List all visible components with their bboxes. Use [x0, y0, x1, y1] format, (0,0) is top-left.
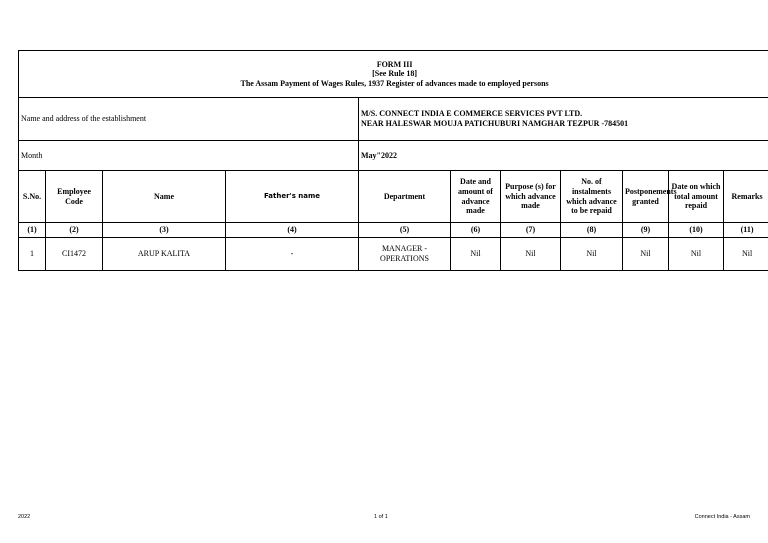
cell-purpose: Nil [501, 238, 561, 271]
form-number: FORM III [376, 59, 413, 69]
col-number: (8) [561, 223, 623, 238]
cell-date-repaid: Nil [669, 238, 724, 271]
cell-date-amount: Nil [451, 238, 501, 271]
col-header-purpose: Purpose (s) for which advance made [501, 171, 561, 223]
table-row [19, 238, 768, 271]
col-header-name: Name [103, 171, 226, 223]
col-number: (7) [501, 223, 561, 238]
form-subtitle: The Assam Payment of Wages Rules, 1937 Register of advances made to employed persons [240, 78, 549, 88]
col-number: (5) [359, 223, 451, 238]
footer-company: Connect India - Assam [694, 514, 750, 520]
col-number: (6) [451, 223, 501, 238]
col-number: (2) [46, 223, 103, 238]
col-header-sno: S.No. [19, 171, 46, 223]
month-label: Month [19, 141, 359, 171]
establishment-name: M/S. CONNECT INDIA E COMMERCE SERVICES PVT LTD. [361, 109, 583, 119]
col-header-date-amount: Date and amount of advance made [451, 171, 501, 223]
establishment-address: NEAR HALESWAR MOUJA PATICHUBURI NAMGHAR TEZPUR -784501 [361, 119, 629, 128]
establishment-value [359, 98, 768, 141]
cell-name: ARUP KALITA [103, 238, 226, 271]
cell-fathers-name: - [226, 238, 359, 271]
footer-year: 2022 [18, 514, 31, 520]
col-number: (4) [226, 223, 359, 238]
cell-instalments: Nil [561, 238, 623, 271]
form-rule: [See Rule 18] [372, 69, 418, 79]
advances-register-table [18, 50, 768, 271]
col-header-date-repaid: Date on which total amount repaid [669, 171, 724, 223]
column-header-row [19, 171, 768, 223]
cell-sno: 1 [19, 238, 46, 271]
column-number-row [19, 223, 768, 238]
cell-department: MANAGER - OPERATIONS [359, 238, 451, 271]
col-number: (9) [623, 223, 669, 238]
cell-remarks: Nil [724, 238, 768, 271]
footer-page-number: 1 of 1 [374, 514, 388, 520]
col-header-employee-code: Employee Code [46, 171, 103, 223]
month-value: May"2022 [359, 141, 768, 171]
cell-postponements: Nil [623, 238, 669, 271]
col-header-department: Department [359, 171, 451, 223]
col-number: (11) [724, 223, 768, 238]
col-header-postponements: Postponements granted [623, 171, 669, 223]
col-header-remarks: Remarks [724, 171, 768, 223]
col-number: (10) [669, 223, 724, 238]
col-number: (3) [103, 223, 226, 238]
col-number: (1) [19, 223, 46, 238]
col-header-fathers-name: Father's name [226, 171, 359, 223]
col-header-instalments: No. of instalments which advance to be repaid [561, 171, 623, 223]
establishment-label: Name and address of the establishment [19, 98, 359, 141]
cell-employee-code: CI1472 [46, 238, 103, 271]
form-title [19, 51, 768, 98]
